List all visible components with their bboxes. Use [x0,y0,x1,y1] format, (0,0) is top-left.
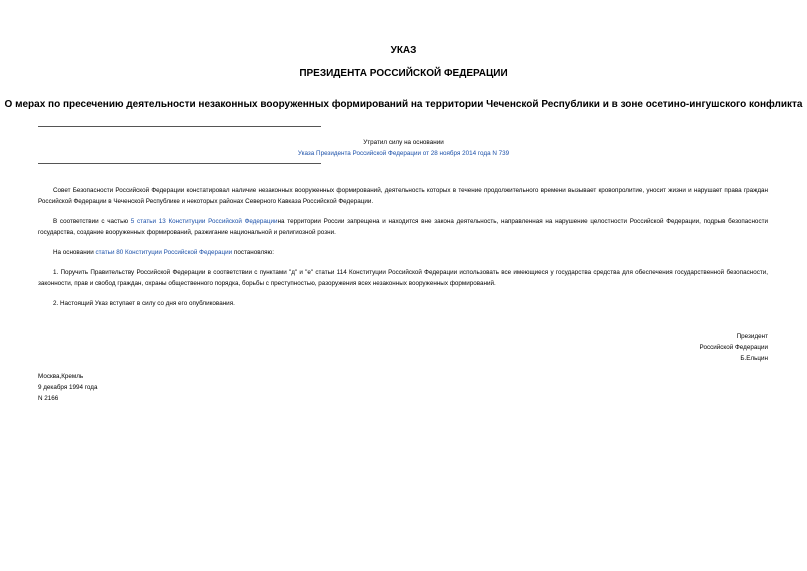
constitution-article-13-link[interactable]: 5 статьи 13 Конституции Российской Федерации [130,218,278,225]
signature-name: Б.Ельцин [740,355,768,362]
paragraph-2 [38,217,768,238]
issue-date: 9 декабря 1994 года [38,384,98,391]
issuer-title: ПРЕЗИДЕНТА РОССИЙСКОЙ ФЕДЕРАЦИИ [299,68,508,79]
paragraph-2-text-before: В соответствии с частью [53,218,131,225]
paragraph-3-text-before: На основании [53,249,96,256]
signature-country: Российской Федерации [699,344,768,351]
repeal-decree-link[interactable]: Указа Президента Российской Федерации от 28 ноября 2014 года N 739 [297,150,510,157]
issue-place: Москва,Кремль [38,373,84,380]
paragraph-4-item-1: 1. Поручить Правительству Российской Федерации в соответствии с пунктами "д" и "е" статьи 114 Конституции Российской Федерации использовать все имеющиеся у государства средства для обеспечения государственной безопасности, законности, прав и свобод граждан, охраны общественного порядка, борьбы с преступностью, разоружения всех незаконных вооруженных формирований. [38,269,768,287]
decree-heading: О мерах по пресечению деятельности незаконных вооруженных формирований на территории Чеченской Республики и в зоне осетино-ингушского конфликта [4,99,803,110]
paragraph-3-text-after: постановляю: [232,249,275,256]
repeal-link-wrapper [0,149,807,160]
paragraph-1: Совет Безопасности Российской Федерации констатировал наличие незаконных вооруженных формирований, деятельность которых в течение продолжительного времени вызывает кровопролитие, уносит жизни и нарушает права граждан Российской Федерации в Чеченской Республике и некоторых районах Северного Кавказа Российской Федерации. [38,187,768,205]
issue-details [38,371,97,404]
top-divider [38,126,321,127]
signature-title: Президент [736,333,768,340]
paragraph-2-text-after: на территории России запрещена и находится вне закона деятельность, направленная на нарушение целостности Российской Федерации, подрыв безопасности государства, создание вооруженных формирований, разжигание национальной и религиозной розни. [38,218,768,236]
signature-block [560,331,768,364]
paragraph-5-item-2: 2. Настоящий Указ вступает в силу со дня его опубликования. [53,300,235,307]
document-type: УКАЗ [390,45,417,56]
decree-number: N 2166 [38,395,59,402]
paragraph-3 [38,248,768,259]
constitution-article-80-link[interactable]: статьи 80 Конституции Российской Федерации [95,249,233,256]
repeal-note: Утратил силу на основании [363,139,444,146]
bottom-divider [38,163,321,164]
